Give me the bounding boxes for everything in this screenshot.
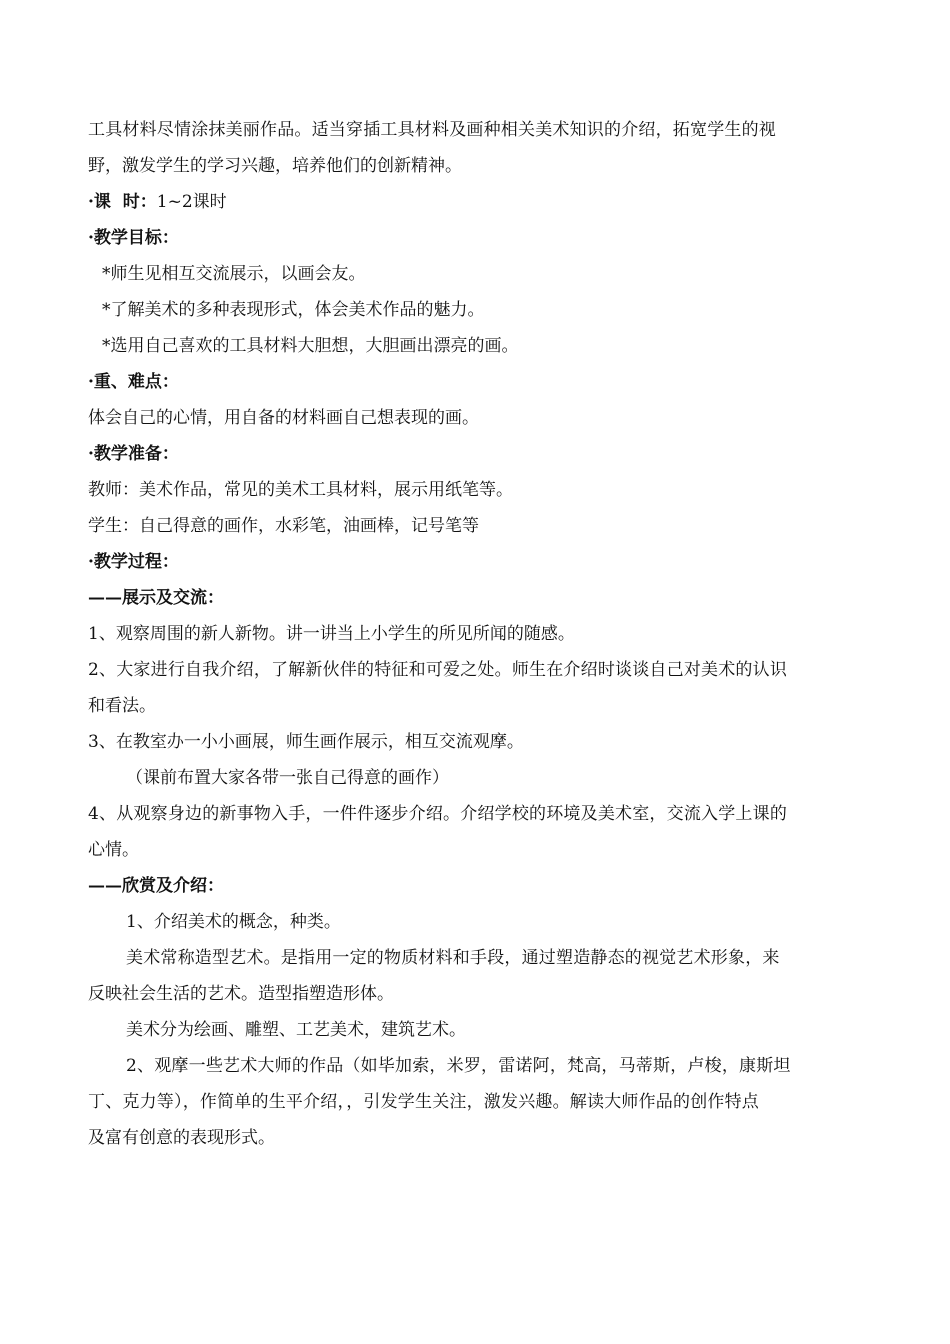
appreciation-point-3: 美术分为绘画、雕塑、工艺美术，建筑艺术。	[126, 1020, 466, 1040]
display-step-2-a: 2、大家进行自我介绍，了解新伙伴的特征和可爱之处。师生在介绍时谈谈自己对美术的认识	[88, 660, 788, 680]
display-step-3: 3、在教室办一小小画展，师生画作展示，相互交流观摩。	[88, 732, 524, 752]
section-display-heading: ——展示及交流：	[88, 588, 224, 608]
section-appreciation-heading: ——欣赏及介绍：	[88, 876, 224, 896]
appreciation-point-2-b: 反映社会生活的艺术。造型指塑造形体。	[88, 984, 394, 1004]
objectives-heading: ·教学目标：	[88, 228, 179, 248]
objective-item-2: *了解美术的多种表现形式，体会美术作品的魅力。	[102, 300, 485, 320]
class-hours	[88, 184, 868, 220]
objective-item-3: *选用自己喜欢的工具材料大胆想，大胆画出漂亮的画。	[102, 336, 519, 356]
intro-line-2: 野，激发学生的学习兴趣，培养他们的创新精神。	[88, 156, 462, 176]
display-step-1: 1、观察周围的新人新物。讲一讲当上小学生的所见所闻的随感。	[88, 624, 575, 644]
key-points-heading: ·重、难点：	[88, 372, 179, 392]
preparation-teacher: 教师：美术作品，常见的美术工具材料，展示用纸笔等。	[88, 480, 513, 500]
appreciation-point-4-c: 及富有创意的表现形式。	[88, 1128, 275, 1148]
preparation-heading: ·教学准备：	[88, 444, 179, 464]
key-points-text: 体会自己的心情，用自备的材料画自己想表现的画。	[88, 408, 479, 428]
display-step-4-a: 4、从观察身边的新事物入手，一件件逐步介绍。介绍学校的环境及美术室，交流入学上课的	[88, 804, 788, 824]
display-step-2-b: 和看法。	[88, 696, 156, 716]
display-step-4-b: 心情。	[88, 840, 139, 860]
display-step-3-note: （课前布置大家各带一张自己得意的画作）	[126, 768, 449, 788]
class-hours-label: ·课 时：	[88, 192, 157, 212]
appreciation-point-1: 1、介绍美术的概念，种类。	[126, 912, 341, 932]
appreciation-point-4-b: 丁、克力等），作简单的生平介绍，，引发学生关注，激发兴趣。解读大师作品的创作特点	[88, 1092, 759, 1112]
objective-item-1: *师生见相互交流展示，以画会友。	[102, 264, 366, 284]
appreciation-point-4-a: 2、观摩一些艺术大师的作品（如毕加索，米罗，雷诺阿，梵高，马蒂斯，卢梭，康斯坦	[126, 1056, 791, 1076]
lesson-plan-page	[88, 112, 868, 1156]
process-heading: ·教学过程：	[88, 552, 179, 572]
appreciation-point-2-a: 美术常称造型艺术。是指用一定的物质材料和手段，通过塑造静态的视觉艺术形象，来	[126, 948, 780, 968]
preparation-student: 学生：自己得意的画作，水彩笔，油画棒，记号笔等	[88, 516, 479, 536]
class-hours-value: 1~2课时	[156, 192, 227, 212]
intro-line-1: 工具材料尽情涂抹美丽作品。适当穿插工具材料及画种相关美术知识的介绍，拓宽学生的视	[88, 120, 776, 140]
